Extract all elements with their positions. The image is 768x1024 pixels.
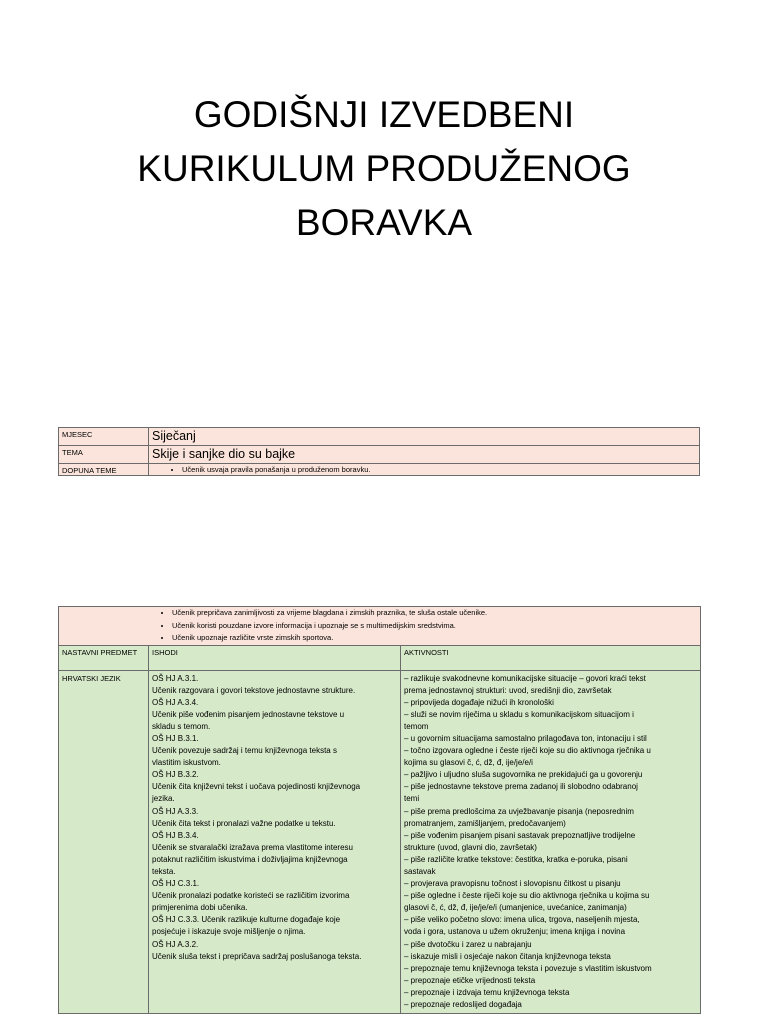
header-activities: AKTIVNOSTI	[401, 645, 701, 670]
outcome-line: Učenik povezuje sadržaj i temu književnoga teksta s	[152, 746, 337, 756]
intro-row	[59, 607, 701, 646]
activity-line: – piše različite kratke tekstove: čestitka, kratka e-poruka, pisani	[404, 854, 628, 864]
title-line-2: KURIKULUM PRODUŽENOG	[137, 148, 631, 189]
month-label: MJESEC	[59, 428, 149, 446]
activity-line: – razlikuje svakodnevne komunikacijske situacije – govori kraći tekst	[404, 673, 646, 683]
activity-line: kojima su glasovi č, ć, dž, đ, ije/je/e/i	[404, 758, 533, 768]
activity-line: – piše jednostavne tekstove prema zadanoj ili slobodno odabranoj	[404, 782, 638, 792]
activity-line: strukture (uvod, glavni dio, završetak)	[404, 842, 537, 852]
header-subject: NASTAVNI PREDMET	[59, 645, 149, 670]
activity-line: – u govornim situacijama samostalno prilagođava ton, intonaciju i stil	[404, 733, 647, 743]
list-item: • Učenik upoznaje različite vrste zimskih sportova.	[172, 632, 697, 645]
activity-line: promatranjem, zamišljanjem, predočavanjem)	[404, 818, 566, 828]
outcome-line: OŠ HJ B.3.1.	[152, 733, 199, 743]
info-table	[58, 427, 700, 476]
outcome-line: potaknut različitim iskustvima i doživljajima književnoga	[152, 854, 348, 864]
activity-line: – prepoznaje i izdvaja temu književnoga teksta	[404, 987, 570, 997]
theme-value: Skije i sanjke dio su bajke	[149, 446, 700, 464]
outcome-line: teksta.	[152, 867, 176, 876]
outcome-line: vlastitim iskustvom.	[152, 758, 221, 768]
activity-line: – piše dvotočku i zarez u nabrajanju	[404, 939, 532, 949]
activity-line: – točno izgovara ogledne i česte riječi koje su dio aktivnoga rječnika u	[404, 746, 651, 756]
activity-line: – piše veliko početno slovo: imena ulica, trgova, naseljenih mjesta,	[404, 915, 640, 925]
activity-line: – pripovijeda događaje nižući ih kronološki	[404, 697, 554, 707]
outcome-line: jezika.	[152, 794, 175, 804]
activity-line: – piše vođenim pisanjem pisani sastavak prepoznatljive trodijelne	[404, 830, 636, 840]
activity-line: – prepoznaje etičke vrijednosti teksta	[404, 975, 536, 985]
outcome-line: OŠ HJ A.3.1.	[152, 673, 199, 683]
activity-line: – prepoznaje temu književnoga teksta i povezuje s vlastitim iskustvom	[404, 963, 652, 973]
outcome-line: Učenik sluša tekst i prepričava sadržaj poslušanoga teksta.	[152, 951, 362, 961]
supplement-row	[59, 464, 700, 476]
list-item: • Učenik usvaja pravila ponašanja u produženom boravku.	[182, 464, 696, 475]
list-item: • Učenik koristi pouzdane izvore informacija i upoznaje se s multimedijskim sredstvima.	[172, 620, 697, 633]
outcome-line: Učenik razgovara i govori tekstove jednostavne strukture.	[152, 685, 356, 695]
header-row	[59, 645, 701, 670]
list-item: • Učenik prepričava zanimljivosti za vrijeme blagdana i zimskih praznika, te sluša ostale učenike.	[172, 607, 697, 620]
activity-line: temi	[404, 794, 420, 804]
outcomes-cell	[149, 670, 401, 1013]
theme-row	[59, 446, 700, 464]
activity-line: – piše prema predlošcima za uvježbavanje pisanja (neposrednim	[404, 806, 634, 816]
activity-line: sastavak	[404, 867, 436, 876]
page-title	[0, 88, 768, 250]
activity-line: voda i gora, ustanova u užem okruženju; imena knjiga i novina	[404, 927, 626, 937]
outcome-line: posjećuje i iskazuje svoje mišljenje o njima.	[152, 927, 306, 937]
activity-line: – služi se novim riječima u skladu s komunikacijskom situacijom i	[404, 709, 634, 719]
activities-cell	[401, 670, 701, 1013]
outcome-line: OŠ HJ C.3.1.	[152, 879, 200, 889]
supplement-value	[149, 464, 700, 476]
activity-line: prema jednostavnoj strukturi: uvod, središnji dio, završetak	[404, 685, 612, 695]
supplement-list	[152, 464, 696, 475]
outcome-line: Učenik piše vođenim pisanjem jednostavne tekstove u	[152, 709, 345, 719]
outcome-line: Učenik čita tekst i pronalazi važne podatke u tekstu.	[152, 818, 336, 828]
title-line-3: BORAVKA	[295, 202, 473, 243]
outcome-line: primjerenima dobi učenika.	[152, 903, 248, 913]
header-outcomes: ISHODI	[149, 645, 401, 670]
activity-line: – prepoznaje redoslijed događaja	[404, 1000, 522, 1010]
outcome-line: OŠ HJ B.3.4.	[152, 830, 199, 840]
activity-line: – piše ogledne i česte riječi koje su dio aktivnoga rječnika u kojima su	[404, 891, 650, 901]
month-value: Siječanj	[149, 428, 700, 446]
outcome-line: OŠ HJ A.3.2.	[152, 939, 199, 949]
activity-line: – iskazuje misli i osjećaje nakon čitanja književnoga teksta	[404, 951, 611, 961]
outcome-line: Učenik čita književni tekst i uočava pojedinosti književnoga	[152, 782, 361, 792]
activity-line: – pažljivo i uljudno sluša sugovornika ne prekidajući ga u govorenju	[404, 770, 643, 780]
title-line-1: GODIŠNJI IZVEDBENI	[193, 94, 575, 135]
table-row	[59, 670, 701, 1013]
intro-cell	[59, 607, 701, 646]
activity-line: glasovi č, ć, dž, đ, ije/je/e/i (umanjenice, uvećanice, zanimanja)	[404, 903, 627, 913]
outcome-line: OŠ HJ C.3.3. Učenik razlikuje kulturne događaje koje	[152, 915, 341, 925]
activity-line: – provjerava pravopisnu točnost i slovopisnu čitkost u pisanju	[404, 879, 621, 889]
outcome-line: Učenik pronalazi podatke koristeći se različitim izvorima	[152, 891, 350, 901]
activity-line: temom	[404, 721, 429, 731]
month-row	[59, 428, 700, 446]
theme-label: TEMA	[59, 446, 149, 464]
outcome-line: OŠ HJ B.3.2.	[152, 770, 199, 780]
intro-list	[62, 607, 697, 645]
supplement-label: DOPUNA TEME	[59, 464, 149, 476]
subject-cell: HRVATSKI JEZIK	[59, 670, 149, 1013]
outcome-line: skladu s temom.	[152, 721, 211, 731]
outcome-line: Učenik se stvaralački izražava prema vlastitome interesu	[152, 842, 353, 852]
curriculum-table	[58, 606, 701, 1014]
outcome-line: OŠ HJ A.3.3.	[152, 806, 199, 816]
outcome-line: OŠ HJ A.3.4.	[152, 697, 199, 707]
